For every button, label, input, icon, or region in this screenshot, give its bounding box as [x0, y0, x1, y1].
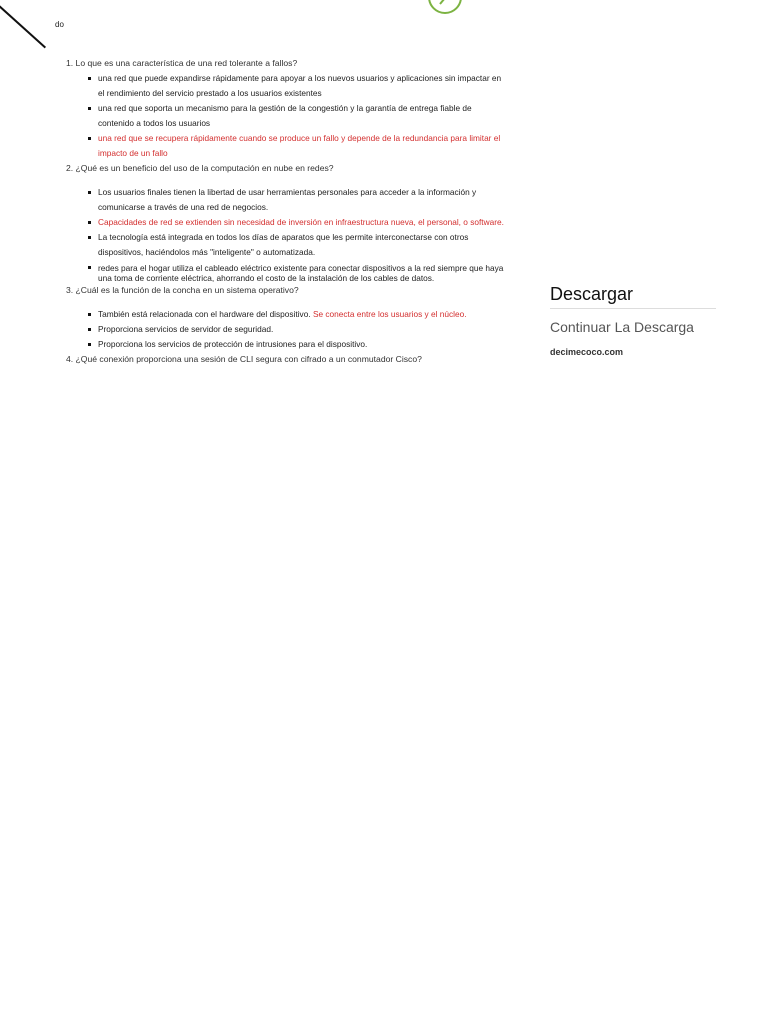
corner-line-text: do: [55, 20, 64, 29]
option-2-4: redes para el hogar utiliza el cableado eléctrico existente para conectar dispositivos a la red siempre que haya una toma de corriente eléctrica, ahorrando el costo de la instalación de los cables de datos.: [88, 260, 506, 283]
question-2-options: [66, 185, 506, 283]
option-3-1-text: También está relacionada con el hardware del dispositivo.: [98, 309, 311, 319]
option-1-4-correct: una red que se recupera rápidamente cuando se produce un fallo y depende de la redundancia para limitar el impacto de un fallo: [88, 131, 506, 161]
option-2-3: La tecnología está integrada en todos los días de aparatos que les permite interconectarse con otros dispositivos, haciéndolos más "inteligente" o automatizada.: [88, 230, 506, 260]
option-1-2: una red que puede expandirse rápidamente para apoyar a los nuevos usuarios y aplicaciones sin impactar en el rendimiento del servicio prestado a los usuarios existentes: [88, 71, 506, 101]
option-2-1: Los usuarios finales tienen la libertad de usar herramientas personales para acceder a la información y comunicarse a través de una red de negocios.: [88, 185, 506, 215]
question-1-options: [66, 71, 506, 161]
ad-subtitle[interactable]: Continuar La Descarga: [550, 319, 694, 335]
pencil-icon: [438, 0, 452, 6]
option-3-2: Proporciona servicios de servidor de seguridad.: [88, 322, 506, 337]
option-3-3: Proporciona los servicios de protección de intrusiones para el dispositivo.: [88, 337, 506, 352]
quiz-document: [66, 56, 506, 367]
question-1-title: 1. Lo que es una característica de una red tolerante a fallos?: [66, 58, 298, 68]
question-3-title: 3. ¿Cuál es la función de la concha en un sistema operativo?: [66, 285, 299, 295]
ad-title[interactable]: Descargar: [550, 284, 716, 309]
corner-text: [55, 2, 64, 29]
question-3-options: [66, 307, 506, 352]
option-2-2-correct: Capacidades de red se extienden sin necesidad de inversión en infraestructura nueva, el personal, o software.: [88, 215, 506, 230]
question-4-title: 4. ¿Qué conexión proporciona una sesión de CLI segura con cifrado a un conmutador Cisco?: [66, 354, 422, 364]
download-ad[interactable]: [550, 284, 716, 357]
edit-button[interactable]: [428, 0, 462, 14]
question-2-title: 2. ¿Qué es un beneficio del uso de la computación en nube en redes?: [66, 163, 334, 173]
ad-domain[interactable]: decimecoco.com: [550, 347, 624, 357]
option-3-1-highlight: Se conecta entre los usuarios y el núcleo.: [312, 309, 467, 319]
corner-decoration: [0, 0, 46, 48]
option-1-3: una red que soporta un mecanismo para la gestión de la congestión y la garantía de entrega fiable de contenido a todos los usuarios: [88, 101, 506, 131]
option-3-1: [88, 307, 506, 322]
